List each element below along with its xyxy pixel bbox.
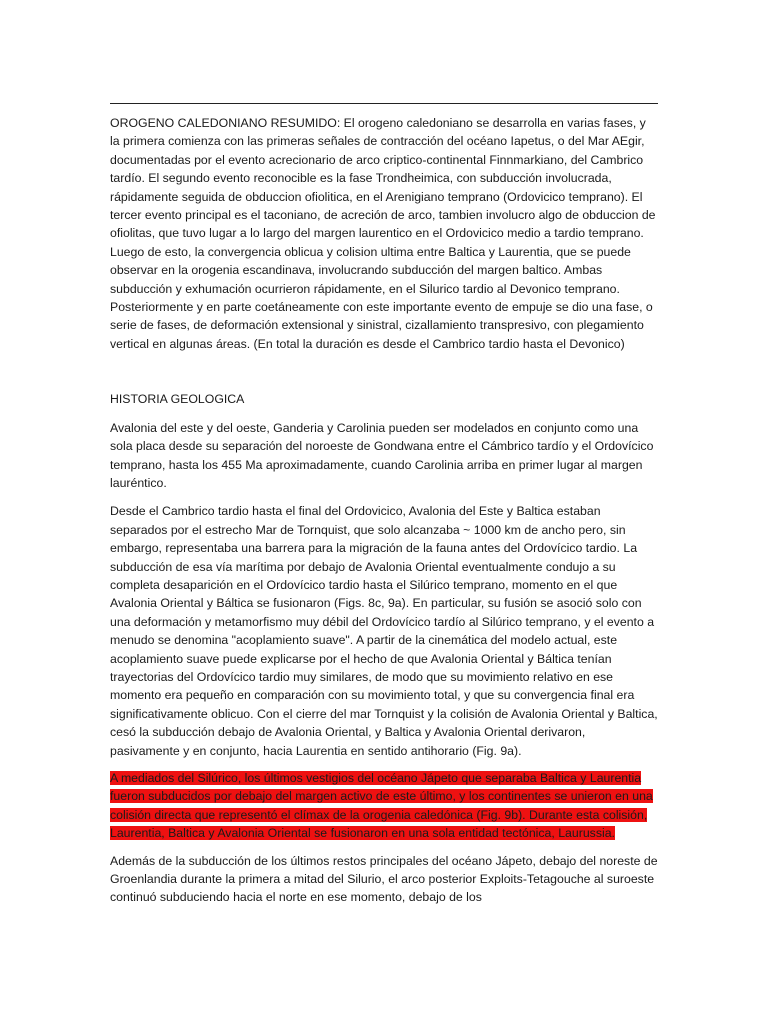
intro-paragraph: OROGENO CALEDONIANO RESUMIDO: El orogeno caledoniano se desarrolla en varias fases, y la primera comienza con las primeras señales de contracción del océano Iapetus, o del Mar AEgir, documentadas por el evento acrecionario de arco criptico-continental Finnmarkiano, del Cambrico tardío. El segundo evento reconocible es la fase Trondheimica, con subducción involucrada, rápidamente seguida de obduccion ofiolitica, en el Arenigiano temprano (Ordovicico temprano). El tercer evento principal es el taconiano, de acreción de arco, tambien involucro algo de obduccion de ofiolitas, que tuvo lugar a lo largo del margen laurentico en el Ordovicico medio a tardio temprano. Luego de esto, la convergencia oblicua y colision ultima entre Baltica y Laurentia, que se puede observar en la orogenia escandinava, involucrando subducción del margen baltico. Ambas subducción y exhumación ocurrieron rápidamente, en el Silurico tardio al Devonico temprano. Posteriormente y en parte coetáneamente con este importante evento de empuje se dio una fase, o serie de fases, de deformación extensional y sinistral, cizallamiento transpresivo, con plegamiento vertical en algunas áreas. (En total la duración es desde el Cambrico tardio hasta el Devonico) — [110, 116, 656, 351]
paragraph-avalonia: Avalonia del este y del oeste, Ganderia y Carolinia pueden ser modelados en conjunto como una sola placa desde su separación del noroeste de Gondwana entre el Cámbrico tardío y el Ordovícico temprano, hasta los 455 Ma aproximadamente, cuando Carolinia arriba en primer lugar al margen lauréntico. — [110, 420, 654, 490]
paragraph-ademas: Además de la subducción de los últimos restos principales del océano Jápeto, debajo del noreste de Groenlandia durante la primera a mitad del Silurio, el arco posterior Exploits-Tetagouche al suroeste continuó subduciendo hacia el norte en ese momento, debajo de los — [110, 853, 658, 905]
section-heading: HISTORIA GEOLOGICA — [110, 392, 245, 407]
red-highlight: A mediados del Silúrico, los últimos vestigios del océano Jápeto que separaba Baltica y Laurentia fueron subducidos por debajo del margen activo de este último, y los continentes se unieron en una colisión directa que representó el clímax de la orogenia caledónica (Fig. 9b). Durante esta colisión, Laurentia, Baltica y Avalonia Oriental se fusionaron en una sola entidad tectónica, Laurussia. — [110, 771, 653, 841]
document-body — [110, 114, 658, 907]
highlighted-paragraph — [110, 769, 658, 843]
paragraph-cambrico: Desde el Cambrico tardio hasta el final del Ordovicico, Avalonia del Este y Baltica estaban separados por el estrecho Mar de Tornquist, que solo alcanzaba ~ 1000 km de ancho pero, sin embargo, representaba una barrera para la migración de la fauna antes del Ordovícico tardio. La subducción de esa vía marítima por debajo de Avalonia Oriental eventualmente condujo a su completa desaparición en el Ordovícico tardio hasta el Silúrico temprano, momento en el que Avalonia Oriental y Báltica se fusionaron (Figs. 8c, 9a). En particular, su fusión se asoció solo con una deformación y metamorfismo muy débil del Ordovícico tardío al Silúrico temprano, y el evento a menudo se denomina "acoplamiento suave". A partir de la cinemática del modelo actual, este acoplamiento suave puede explicarse por el hecho de que Avalonia Oriental y Báltica tenían trayectorias del Ordovícico tardio muy similares, de modo que su movimiento relativo en ese momento era pequeño en comparación con su movimiento total, y que su convergencia final era significativamente oblicuo. Con el cierre del mar Tornquist y la colisión de Avalonia Oriental y Baltica, cesó la subducción debajo de Avalonia Oriental, y Baltica y Avalonia Oriental derivaron, pasivamente y en conjunto, hacia Laurentia en sentido antihorario (Fig. 9a). — [110, 504, 658, 758]
header-rule — [110, 103, 658, 104]
